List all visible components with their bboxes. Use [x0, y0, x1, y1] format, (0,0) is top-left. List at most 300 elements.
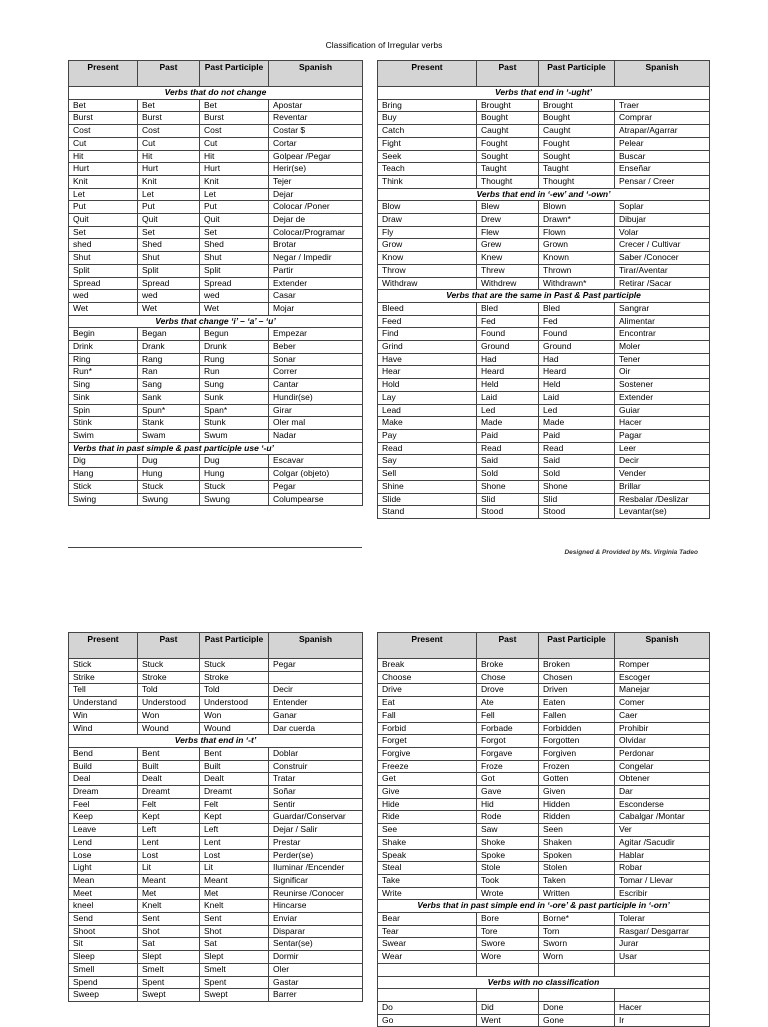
cell-past-participle: Set — [200, 226, 269, 239]
cell-spanish: Hacer — [615, 417, 710, 430]
cell-present: Wind — [69, 722, 138, 735]
cell-spanish: Tolerar — [615, 913, 710, 926]
header-spanish: Spanish — [615, 61, 710, 87]
cell-past-participle: Thrown — [539, 264, 615, 277]
cell-present: Stick — [69, 480, 138, 493]
cell-past-participle: Seen — [539, 824, 615, 837]
cell-present: Give — [378, 786, 477, 799]
cell-present: Find — [378, 328, 477, 341]
cell-past: Caught — [477, 125, 539, 138]
cell-past-participle: Shone — [539, 480, 615, 493]
header-present: Present — [69, 61, 138, 87]
cell-past: Meant — [138, 874, 200, 887]
cell-past: Got — [477, 773, 539, 786]
table-row — [69, 264, 363, 277]
cell-past-participle: Forgiven — [539, 747, 615, 760]
cell-present: Win — [69, 709, 138, 722]
cell-present: Hang — [69, 468, 138, 481]
table-row — [69, 328, 363, 341]
table-row — [378, 455, 710, 468]
table-row — [69, 887, 363, 900]
cell-present: Hit — [69, 150, 138, 163]
cell-present: Ring — [69, 353, 138, 366]
cell-spanish — [269, 671, 363, 684]
table-row — [69, 137, 363, 150]
cell-present: Sing — [69, 379, 138, 392]
cell-past-participle: Drunk — [200, 341, 269, 354]
cell-past-participle: Spent — [200, 976, 269, 989]
header-spanish: Spanish — [269, 61, 363, 87]
cell-present: Shoot — [69, 925, 138, 938]
cell-past: Hurt — [138, 163, 200, 176]
table-row — [378, 353, 710, 366]
cell-present: Read — [378, 442, 477, 455]
cell-past: Wrote — [477, 887, 539, 900]
cell-past: Shed — [138, 239, 200, 252]
table-row — [69, 798, 363, 811]
cell-present: Bear — [378, 913, 477, 926]
cell-past-participle: Bought — [539, 112, 615, 125]
cell-past-participle: Given — [539, 786, 615, 799]
table-header-row — [69, 633, 363, 659]
section-heading: Verbs that end in ‘-ew’ and ‘-own’ — [378, 188, 710, 201]
cell-past: Taught — [477, 163, 539, 176]
table-row — [69, 862, 363, 875]
table-row — [378, 417, 710, 430]
cell-present: Sleep — [69, 951, 138, 964]
cell-present: Keep — [69, 811, 138, 824]
cell-spanish: Columpearse — [269, 493, 363, 506]
table-row — [378, 811, 710, 824]
table-row — [378, 824, 710, 837]
cell-spanish: Dibujar — [615, 214, 710, 227]
table-row — [378, 671, 710, 684]
cell-spanish: Jurar — [615, 938, 710, 951]
section-heading: Verbs that are the same in Past & Past participle — [378, 290, 710, 303]
empty-cell — [615, 963, 710, 976]
cell-spanish: Costar $ — [269, 125, 363, 138]
cell-spanish: Esconderse — [615, 798, 710, 811]
cell-spanish: Atrapar/Agarrar — [615, 125, 710, 138]
table-row — [69, 302, 363, 315]
cell-present: Hold — [378, 379, 477, 392]
cell-present: Bet — [69, 99, 138, 112]
table-row — [378, 506, 710, 519]
cell-past: Put — [138, 201, 200, 214]
cell-past-participle: wed — [200, 290, 269, 303]
cell-past: Slid — [477, 493, 539, 506]
cell-past-participle: Held — [539, 379, 615, 392]
cell-past-participle: Shot — [200, 925, 269, 938]
table-row — [378, 938, 710, 951]
cell-spanish: Cabalgar /Montar — [615, 811, 710, 824]
table-row — [378, 684, 710, 697]
table-row — [378, 849, 710, 862]
cell-spanish: Sentar(se) — [269, 938, 363, 951]
table-row — [378, 315, 710, 328]
header-spanish: Spanish — [269, 633, 363, 659]
cell-past-participle: Drawn* — [539, 214, 615, 227]
cell-present: Lose — [69, 849, 138, 862]
cell-past: Knelt — [138, 900, 200, 913]
cell-spanish: Dormir — [269, 951, 363, 964]
table-row — [69, 697, 363, 710]
cell-spanish: Beber — [269, 341, 363, 354]
table-row — [378, 468, 710, 481]
cell-spanish: Retirar /Sacar — [615, 277, 710, 290]
cell-past: Burst — [138, 112, 200, 125]
cell-present: Sell — [378, 468, 477, 481]
cell-past-participle: Caught — [539, 125, 615, 138]
cell-spanish: Iluminar /Encender — [269, 862, 363, 875]
table-row — [378, 735, 710, 748]
cell-spanish: Prestar — [269, 836, 363, 849]
cell-spanish: Resbalar /Deslizar — [615, 493, 710, 506]
cell-spanish: Escoger — [615, 671, 710, 684]
cell-past-participle: Fed — [539, 315, 615, 328]
cell-present: Steal — [378, 862, 477, 875]
cell-spanish: Tirar/Aventar — [615, 264, 710, 277]
cell-past: Left — [138, 824, 200, 837]
cell-spanish: Dejar de — [269, 214, 363, 227]
cell-present: Ride — [378, 811, 477, 824]
table-row — [378, 659, 710, 672]
header-past: Past — [138, 61, 200, 87]
cell-present: Forget — [378, 735, 477, 748]
cell-past: Forgot — [477, 735, 539, 748]
cell-past: Sat — [138, 938, 200, 951]
cell-past: Met — [138, 887, 200, 900]
cell-past: Hit — [138, 150, 200, 163]
cell-past: Lent — [138, 836, 200, 849]
cell-past: Hung — [138, 468, 200, 481]
cell-spanish: Nadar — [269, 429, 363, 442]
cell-spanish: Hablar — [615, 849, 710, 862]
cell-past-participle: Said — [539, 455, 615, 468]
cell-spanish: Decir — [269, 684, 363, 697]
cell-past-participle: Bled — [539, 302, 615, 315]
cell-past: Drew — [477, 214, 539, 227]
table-row — [69, 773, 363, 786]
cell-spanish: Hincarse — [269, 900, 363, 913]
cell-present: Bend — [69, 747, 138, 760]
cell-present: Send — [69, 913, 138, 926]
cell-spanish: Mojar — [269, 302, 363, 315]
cell-spanish: Enseñar — [615, 163, 710, 176]
cell-past: Won — [138, 709, 200, 722]
cell-past-participle: Sent — [200, 913, 269, 926]
cell-past: Stuck — [138, 659, 200, 672]
table-row — [378, 951, 710, 964]
cell-spanish: Pegar — [269, 480, 363, 493]
cell-past: Lost — [138, 849, 200, 862]
empty-row — [378, 963, 710, 976]
table-row — [69, 188, 363, 201]
cell-past: Held — [477, 379, 539, 392]
table-row — [378, 150, 710, 163]
cell-past-participle: Sat — [200, 938, 269, 951]
cell-present: Bleed — [378, 302, 477, 315]
cell-present: Fly — [378, 226, 477, 239]
cell-present: Run* — [69, 366, 138, 379]
table-row — [378, 125, 710, 138]
cell-present: Take — [378, 874, 477, 887]
cell-past-participle: Written — [539, 887, 615, 900]
cell-past-participle: Rung — [200, 353, 269, 366]
cell-past-participle: Spread — [200, 277, 269, 290]
header-past-participle: Past Participle — [539, 633, 615, 659]
cell-past-participle: Worn — [539, 951, 615, 964]
cell-present: Choose — [378, 671, 477, 684]
table-row — [69, 709, 363, 722]
table-row — [69, 455, 363, 468]
cell-spanish: Saber /Conocer — [615, 252, 710, 265]
section-heading: Verbs that end in ‘-t’ — [69, 735, 363, 748]
cell-past: Sent — [138, 913, 200, 926]
cell-past-participle: Shut — [200, 252, 269, 265]
cell-past: Stole — [477, 862, 539, 875]
cell-present: Tear — [378, 925, 477, 938]
table-row — [378, 493, 710, 506]
table-row — [69, 214, 363, 227]
cell-present: Stink — [69, 417, 138, 430]
cell-past: Gave — [477, 786, 539, 799]
cell-past-participle: Bet — [200, 99, 269, 112]
cell-spanish: Colocar/Programar — [269, 226, 363, 239]
cell-past-participle: Smelt — [200, 963, 269, 976]
cell-present: Burst — [69, 112, 138, 125]
cell-present: Swear — [378, 938, 477, 951]
table-row — [69, 163, 363, 176]
table-row — [69, 480, 363, 493]
cell-past: Shut — [138, 252, 200, 265]
cell-past: Sought — [477, 150, 539, 163]
cell-present: Hide — [378, 798, 477, 811]
table-row — [69, 226, 363, 239]
cell-present: Write — [378, 887, 477, 900]
table-row — [378, 1001, 710, 1014]
cell-spanish: Buscar — [615, 150, 710, 163]
cell-past-participle: Kept — [200, 811, 269, 824]
table-row — [378, 277, 710, 290]
verbs-table-1 — [68, 60, 363, 506]
cell-present: Freeze — [378, 760, 477, 773]
cell-present: Understand — [69, 697, 138, 710]
cell-past: Drank — [138, 341, 200, 354]
cell-past-participle: Had — [539, 353, 615, 366]
header-past-participle: Past Participle — [539, 61, 615, 87]
cell-past-participle: Understood — [200, 697, 269, 710]
cell-past: Spoke — [477, 849, 539, 862]
verbs-table-4 — [377, 632, 710, 1027]
table-row — [69, 874, 363, 887]
cell-past-participle: Withdrawn* — [539, 277, 615, 290]
cell-spanish: Alimentar — [615, 315, 710, 328]
cell-past-participle: Sung — [200, 379, 269, 392]
cell-past: Forgave — [477, 747, 539, 760]
cell-present: Grind — [378, 341, 477, 354]
table-row — [69, 900, 363, 913]
section-heading-row — [378, 900, 710, 913]
cell-present: Shake — [378, 836, 477, 849]
section-heading: Verbs that in past simple & past participle use ‘-u’ — [69, 442, 363, 455]
table-row — [378, 341, 710, 354]
cell-past-participle: Slept — [200, 951, 269, 964]
cell-past: Read — [477, 442, 539, 455]
cell-past: Led — [477, 404, 539, 417]
cell-spanish: Romper — [615, 659, 710, 672]
table-row — [69, 951, 363, 964]
cell-past-participle: Done — [539, 1001, 615, 1014]
cell-present: Feel — [69, 798, 138, 811]
cell-past-participle: Sold — [539, 468, 615, 481]
cell-past: Grew — [477, 239, 539, 252]
table-row — [69, 938, 363, 951]
cell-past: Brought — [477, 99, 539, 112]
cell-present: Forbid — [378, 722, 477, 735]
cell-past: Set — [138, 226, 200, 239]
cell-present: Forgive — [378, 747, 477, 760]
cell-past-participle: Left — [200, 824, 269, 837]
table-row — [378, 442, 710, 455]
cell-past-participle: Sunk — [200, 391, 269, 404]
cell-present: Wet — [69, 302, 138, 315]
table-row — [69, 239, 363, 252]
cell-spanish: Perder(se) — [269, 849, 363, 862]
cell-past-participle: Met — [200, 887, 269, 900]
cell-past-participle: Gotten — [539, 773, 615, 786]
cell-present: Hurt — [69, 163, 138, 176]
table-row — [378, 302, 710, 315]
cell-present: Sweep — [69, 989, 138, 1002]
cell-present: Sit — [69, 938, 138, 951]
cell-spanish: Moler — [615, 341, 710, 354]
cell-past: Wore — [477, 951, 539, 964]
cell-spanish: Decir — [615, 455, 710, 468]
cell-present: Eat — [378, 697, 477, 710]
cell-present: Know — [378, 252, 477, 265]
cell-spanish: Partir — [269, 264, 363, 277]
cell-past: Froze — [477, 760, 539, 773]
cell-present: Split — [69, 264, 138, 277]
cell-past: Had — [477, 353, 539, 366]
cell-past-participle: Slid — [539, 493, 615, 506]
cell-present: Light — [69, 862, 138, 875]
cell-past: Lit — [138, 862, 200, 875]
header-present: Present — [69, 633, 138, 659]
cell-present: Break — [378, 659, 477, 672]
table-row — [69, 99, 363, 112]
cell-spanish: Traer — [615, 99, 710, 112]
table-row — [69, 976, 363, 989]
table-row — [378, 404, 710, 417]
cell-spanish: Colocar /Poner — [269, 201, 363, 214]
cell-spanish: Perdonar — [615, 747, 710, 760]
table-row — [378, 112, 710, 125]
cell-spanish: Disparar — [269, 925, 363, 938]
table-row — [69, 429, 363, 442]
cell-spanish: Manejar — [615, 684, 710, 697]
cell-past-participle: Taken — [539, 874, 615, 887]
cell-past-participle: Broken — [539, 659, 615, 672]
section-heading-row — [378, 290, 710, 303]
table-header-row — [69, 61, 363, 87]
cell-spanish: Prohibir — [615, 722, 710, 735]
cell-past-participle: Hurt — [200, 163, 269, 176]
cell-present: Spread — [69, 277, 138, 290]
table-row — [69, 811, 363, 824]
cell-present: Shine — [378, 480, 477, 493]
cell-past: Spent — [138, 976, 200, 989]
cell-past-participle: Built — [200, 760, 269, 773]
table-row — [69, 201, 363, 214]
cell-spanish: Robar — [615, 862, 710, 875]
section-heading-row — [378, 87, 710, 100]
cell-present: Lend — [69, 836, 138, 849]
cell-past-participle: Laid — [539, 391, 615, 404]
cell-past: Split — [138, 264, 200, 277]
cell-present: Swing — [69, 493, 138, 506]
table-row — [378, 391, 710, 404]
cell-past: Bore — [477, 913, 539, 926]
cell-spanish: Barrer — [269, 989, 363, 1002]
cell-present: Cut — [69, 137, 138, 150]
table-row — [378, 379, 710, 392]
credit-note: Designed & Provided by Ms. Virginia Tadeo — [564, 549, 698, 556]
cell-past-participle: Put — [200, 201, 269, 214]
cell-past-participle: Swept — [200, 989, 269, 1002]
cell-past-participle: Sworn — [539, 938, 615, 951]
cell-spanish: Reventar — [269, 112, 363, 125]
cell-present: Let — [69, 188, 138, 201]
cell-present: Mean — [69, 874, 138, 887]
cell-present: Have — [378, 353, 477, 366]
cell-past: Stuck — [138, 480, 200, 493]
cell-past: Shone — [477, 480, 539, 493]
cell-past-participle: Split — [200, 264, 269, 277]
cell-spanish: Volar — [615, 226, 710, 239]
cell-spanish: Colgar (objeto) — [269, 468, 363, 481]
cell-present: Draw — [378, 214, 477, 227]
cell-past: Forbade — [477, 722, 539, 735]
cell-past-participle: Hit — [200, 150, 269, 163]
table-row — [69, 836, 363, 849]
cell-past: Heard — [477, 366, 539, 379]
cell-past: Swore — [477, 938, 539, 951]
cell-past-participle: Dug — [200, 455, 269, 468]
cell-past: Kept — [138, 811, 200, 824]
cell-present: Set — [69, 226, 138, 239]
cell-past: Bought — [477, 112, 539, 125]
cell-past: Cut — [138, 137, 200, 150]
cell-spanish: Brotar — [269, 239, 363, 252]
cell-past: Swept — [138, 989, 200, 1002]
table-row — [378, 1014, 710, 1027]
table-1-bottom-rule — [68, 547, 362, 548]
cell-present: Get — [378, 773, 477, 786]
cell-past: Fed — [477, 315, 539, 328]
cell-spanish: Cantar — [269, 379, 363, 392]
cell-spanish: Dar — [615, 786, 710, 799]
cell-past-participle: Run — [200, 366, 269, 379]
cell-past-participle: Grown — [539, 239, 615, 252]
cell-past-participle: Sought — [539, 150, 615, 163]
cell-past: Paid — [477, 429, 539, 442]
section-heading: Verbs with no classification — [378, 976, 710, 989]
verbs-table-2 — [377, 60, 710, 519]
cell-present: Deal — [69, 773, 138, 786]
table-row — [378, 239, 710, 252]
